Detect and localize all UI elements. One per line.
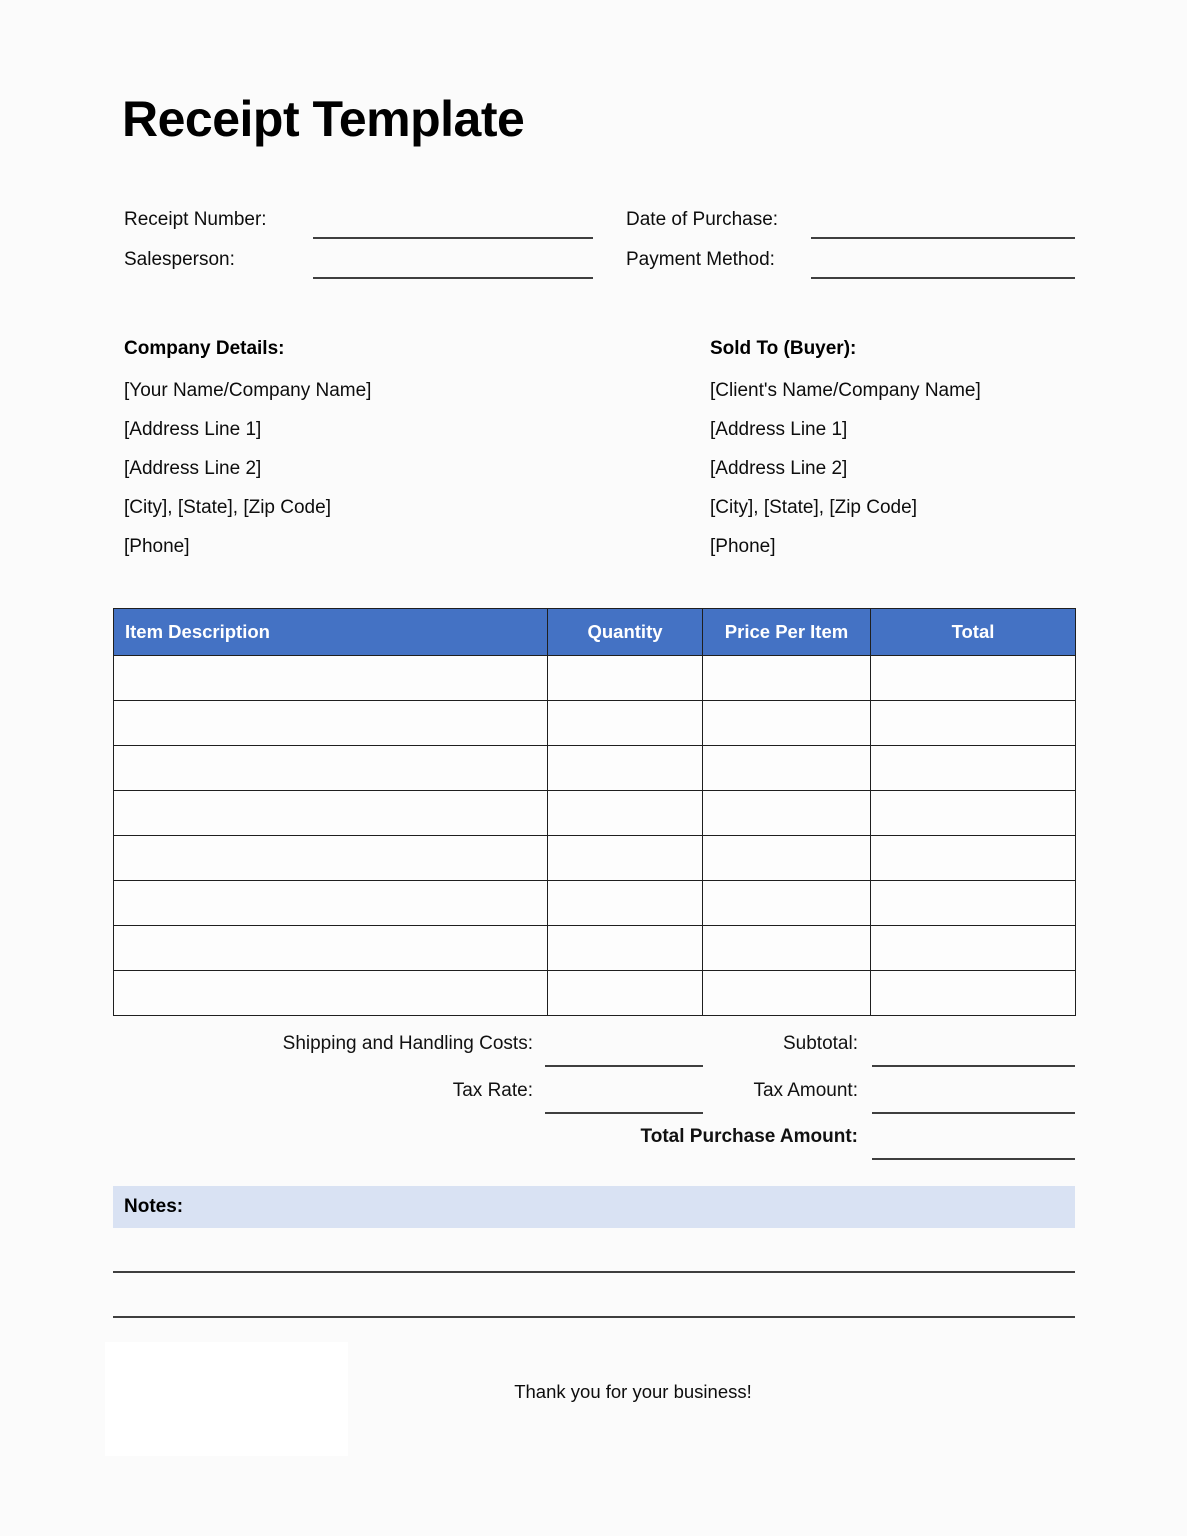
item-cell[interactable] <box>548 971 703 1016</box>
total-purchase-amount-field[interactable] <box>872 1158 1075 1160</box>
item-cell[interactable] <box>114 656 548 701</box>
item-cell[interactable] <box>871 701 1076 746</box>
item-cell[interactable] <box>703 836 871 881</box>
company-address1-line: [Address Line 1] <box>124 419 262 440</box>
item-cell[interactable] <box>548 701 703 746</box>
tax-amount-label: Tax Amount: <box>753 1080 858 1101</box>
receipt-number-label: Receipt Number: <box>124 209 267 230</box>
company-phone-line: [Phone] <box>124 536 190 557</box>
company-details-lines <box>124 371 371 566</box>
page-title: Receipt Template <box>122 91 525 147</box>
col-header-item-description: Item Description <box>114 609 548 656</box>
item-cell[interactable] <box>548 656 703 701</box>
items-table <box>113 608 1076 1016</box>
notes-writing-line-2 <box>113 1316 1075 1318</box>
date-of-purchase-field[interactable] <box>811 237 1075 239</box>
buyer-address2-line: [Address Line 2] <box>710 458 848 479</box>
item-cell[interactable] <box>114 791 548 836</box>
item-cell[interactable] <box>703 656 871 701</box>
items-table-body <box>114 656 1076 1016</box>
payment-method-field[interactable] <box>811 277 1075 279</box>
subtotal-label: Subtotal: <box>783 1033 858 1054</box>
payment-method-label: Payment Method: <box>626 249 775 270</box>
date-of-purchase-label: Date of Purchase: <box>626 209 779 230</box>
item-row <box>114 836 1076 881</box>
col-header-price-per-item: Price Per Item <box>703 609 871 656</box>
notes-writing-line-1 <box>113 1271 1075 1273</box>
thank-you-message: Thank you for your business! <box>514 1381 752 1402</box>
item-cell[interactable] <box>703 926 871 971</box>
item-cell[interactable] <box>871 656 1076 701</box>
items-table-header-row <box>114 609 1076 656</box>
buyer-name-line: [Client's Name/Company Name] <box>710 380 981 401</box>
item-row <box>114 791 1076 836</box>
item-row <box>114 881 1076 926</box>
item-cell[interactable] <box>114 971 548 1016</box>
buyer-phone-line: [Phone] <box>710 536 776 557</box>
item-row <box>114 656 1076 701</box>
item-cell[interactable] <box>871 971 1076 1016</box>
notes-label: Notes: <box>124 1196 184 1217</box>
item-cell[interactable] <box>548 746 703 791</box>
item-cell[interactable] <box>703 746 871 791</box>
company-name-line: [Your Name/Company Name] <box>124 380 372 401</box>
subtotal-field[interactable] <box>872 1065 1075 1067</box>
shipping-handling-field[interactable] <box>545 1065 703 1067</box>
item-row <box>114 926 1076 971</box>
item-row <box>114 746 1076 791</box>
item-cell[interactable] <box>871 746 1076 791</box>
item-cell[interactable] <box>114 836 548 881</box>
item-row <box>114 701 1076 746</box>
buyer-city-state-zip-line: [City], [State], [Zip Code] <box>710 497 917 518</box>
tax-rate-field[interactable] <box>545 1112 703 1114</box>
item-cell[interactable] <box>548 926 703 971</box>
tax-amount-field[interactable] <box>872 1112 1075 1114</box>
shipping-handling-label: Shipping and Handling Costs: <box>282 1033 533 1054</box>
item-cell[interactable] <box>114 881 548 926</box>
item-cell[interactable] <box>703 881 871 926</box>
item-cell[interactable] <box>548 881 703 926</box>
item-cell[interactable] <box>114 926 548 971</box>
receipt-number-field[interactable] <box>313 237 593 239</box>
tax-rate-label: Tax Rate: <box>452 1080 533 1101</box>
sold-to-lines <box>710 371 981 566</box>
item-cell[interactable] <box>871 926 1076 971</box>
item-cell[interactable] <box>871 836 1076 881</box>
company-city-state-zip-line: [City], [State], [Zip Code] <box>124 497 331 518</box>
item-cell[interactable] <box>114 701 548 746</box>
item-cell[interactable] <box>548 791 703 836</box>
item-cell[interactable] <box>703 971 871 1016</box>
col-header-total: Total <box>871 609 1076 656</box>
buyer-address1-line: [Address Line 1] <box>710 419 848 440</box>
col-header-quantity: Quantity <box>548 609 703 656</box>
company-address2-line: [Address Line 2] <box>124 458 262 479</box>
company-details-heading: Company Details: <box>124 338 285 359</box>
salesperson-label: Salesperson: <box>124 249 235 270</box>
item-cell[interactable] <box>548 836 703 881</box>
item-row <box>114 971 1076 1016</box>
notes-band <box>113 1186 1075 1228</box>
total-purchase-amount-label: Total Purchase Amount: <box>640 1126 858 1147</box>
item-cell[interactable] <box>114 746 548 791</box>
salesperson-field[interactable] <box>313 277 593 279</box>
item-cell[interactable] <box>703 791 871 836</box>
item-cell[interactable] <box>871 791 1076 836</box>
logo-placeholder <box>105 1342 348 1456</box>
item-cell[interactable] <box>703 701 871 746</box>
sold-to-heading: Sold To (Buyer): <box>710 338 857 359</box>
item-cell[interactable] <box>871 881 1076 926</box>
